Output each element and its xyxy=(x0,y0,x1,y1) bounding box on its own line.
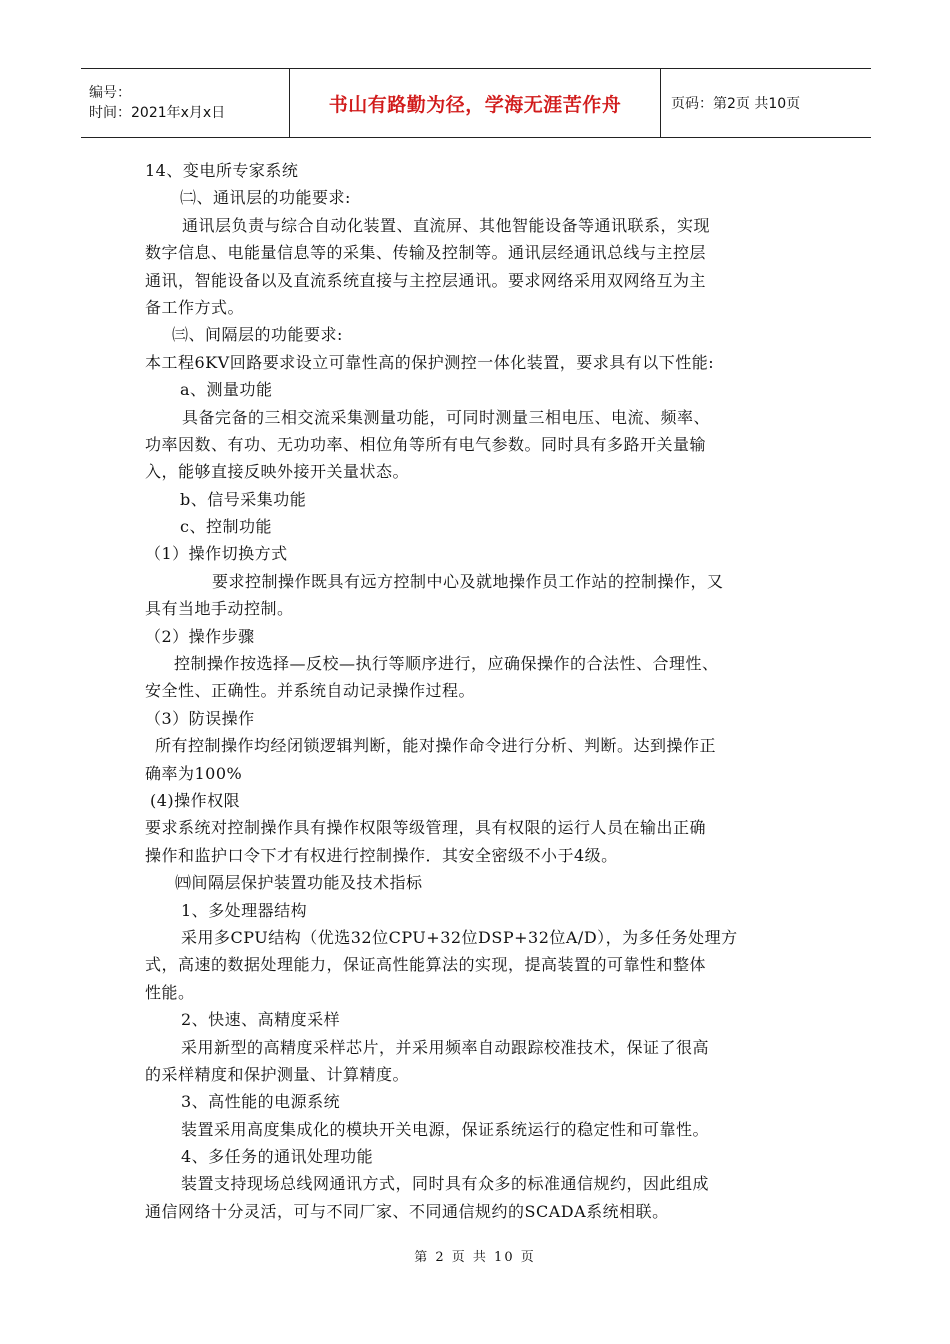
body-line: 通讯，智能设备以及直流系统直接与主控层通讯。要求网络采用双网络互为主 xyxy=(145,270,707,290)
body-line: b、信号采集功能 xyxy=(180,489,307,509)
document-body xyxy=(145,157,805,1225)
body-line: （1）操作切换方式 xyxy=(145,544,288,564)
body-line: 安全性、正确性。并系统自动记录操作过程。 xyxy=(145,681,476,701)
body-line: 本工程6KV回路要求设立可靠性高的保护测控一体化装置，要求具有以下性能: xyxy=(145,352,715,372)
header-meta xyxy=(81,69,290,137)
body-line: 要求系统对控制操作具有操作权限等级管理，具有权限的运行人员在输出正确 xyxy=(145,818,707,838)
body-line: 装置支持现场总线网通讯方式，同时具有众多的标准通信规约，因此组成 xyxy=(181,1174,710,1194)
body-line: ㈣间隔层保护装置功能及技术指标 xyxy=(175,873,423,893)
body-line: （3）防误操作 xyxy=(145,708,255,728)
body-line: 装置采用高度集成化的模块开关电源，保证系统运行的稳定性和可靠性。 xyxy=(181,1119,710,1139)
body-line: c、控制功能 xyxy=(180,517,272,537)
page-header xyxy=(81,68,871,138)
body-line: 具备完备的三相交流采集测量功能，可同时测量三相电压、电流、频率、 xyxy=(182,407,711,427)
header-page-cell xyxy=(661,69,871,137)
body-line: ㈢、间隔层的功能要求: xyxy=(172,325,343,345)
header-motto: 书山有路勤为径，学海无涯苦作舟 xyxy=(328,93,622,116)
body-line: (4)操作权限 xyxy=(150,790,241,810)
body-line: 4、多任务的通讯处理功能 xyxy=(181,1147,374,1167)
body-line: 备工作方式。 xyxy=(145,297,245,317)
body-line: 3、高性能的电源系统 xyxy=(181,1092,341,1112)
body-line: 14、变电所专家系统 xyxy=(145,161,299,180)
body-line: 确率为100% xyxy=(145,763,243,783)
body-line: a、测量功能 xyxy=(180,380,273,400)
body-line: 的采样精度和保护测量、计算精度。 xyxy=(145,1064,410,1084)
body-line: 具有当地手动控制。 xyxy=(145,599,294,619)
body-line: 采用新型的高精度采样芯片，并采用频率自动跟踪校准技术，保证了很高 xyxy=(181,1037,710,1057)
body-line: 所有控制操作均经闭锁逻辑判断，能对操作命令进行分析、判断。达到操作正 xyxy=(155,736,717,756)
body-line: 要求控制操作既具有远方控制中心及就地操作员工作站的控制操作，又 xyxy=(212,571,724,591)
body-line: 数字信息、电能量信息等的采集、传输及控制等。通讯层经通讯总线与主控层 xyxy=(145,243,707,263)
body-line: 采用多CPU结构（优选32位CPU+32位DSP+32位A/D），为多任务处理方 xyxy=(181,927,738,947)
body-line: ㈡、通讯层的功能要求: xyxy=(180,188,351,208)
page-footer: 第 2 页 共 10 页 xyxy=(414,1250,536,1265)
document-time-label: 时间：2021年x月x日 xyxy=(89,105,226,121)
document-number-label: 编号： xyxy=(89,85,131,101)
body-line: 通信网络十分灵活，可与不同厂家、不同通信规约的SCADA系统相联。 xyxy=(145,1201,669,1221)
body-line: 操作和监护口令下才有权进行控制操作．其安全密级不小于4级。 xyxy=(145,845,618,865)
body-line: 式，高速的数据处理能力，保证高性能算法的实现，提高装置的可靠性和整体 xyxy=(145,955,707,975)
header-page-label: 页码：第2页 共10页 xyxy=(671,96,801,112)
body-line: 功率因数、有功、无功功率、相位角等所有电气参数。同时具有多路开关量输 xyxy=(145,434,707,454)
body-line: （2）操作步骤 xyxy=(145,626,255,646)
body-line: 通讯层负责与综合自动化装置、直流屏、其他智能设备等通讯联系，实现 xyxy=(182,215,711,235)
header-motto-cell xyxy=(290,69,661,137)
body-line: 2、快速、高精度采样 xyxy=(181,1010,341,1030)
body-line: 性能。 xyxy=(145,982,195,1002)
body-line: 入，能够直接反映外接开关量状态。 xyxy=(145,462,410,482)
body-line: 1、多处理器结构 xyxy=(181,900,308,920)
body-line: 控制操作按选择—反校—执行等顺序进行，应确保操作的合法性、合理性、 xyxy=(174,654,719,674)
